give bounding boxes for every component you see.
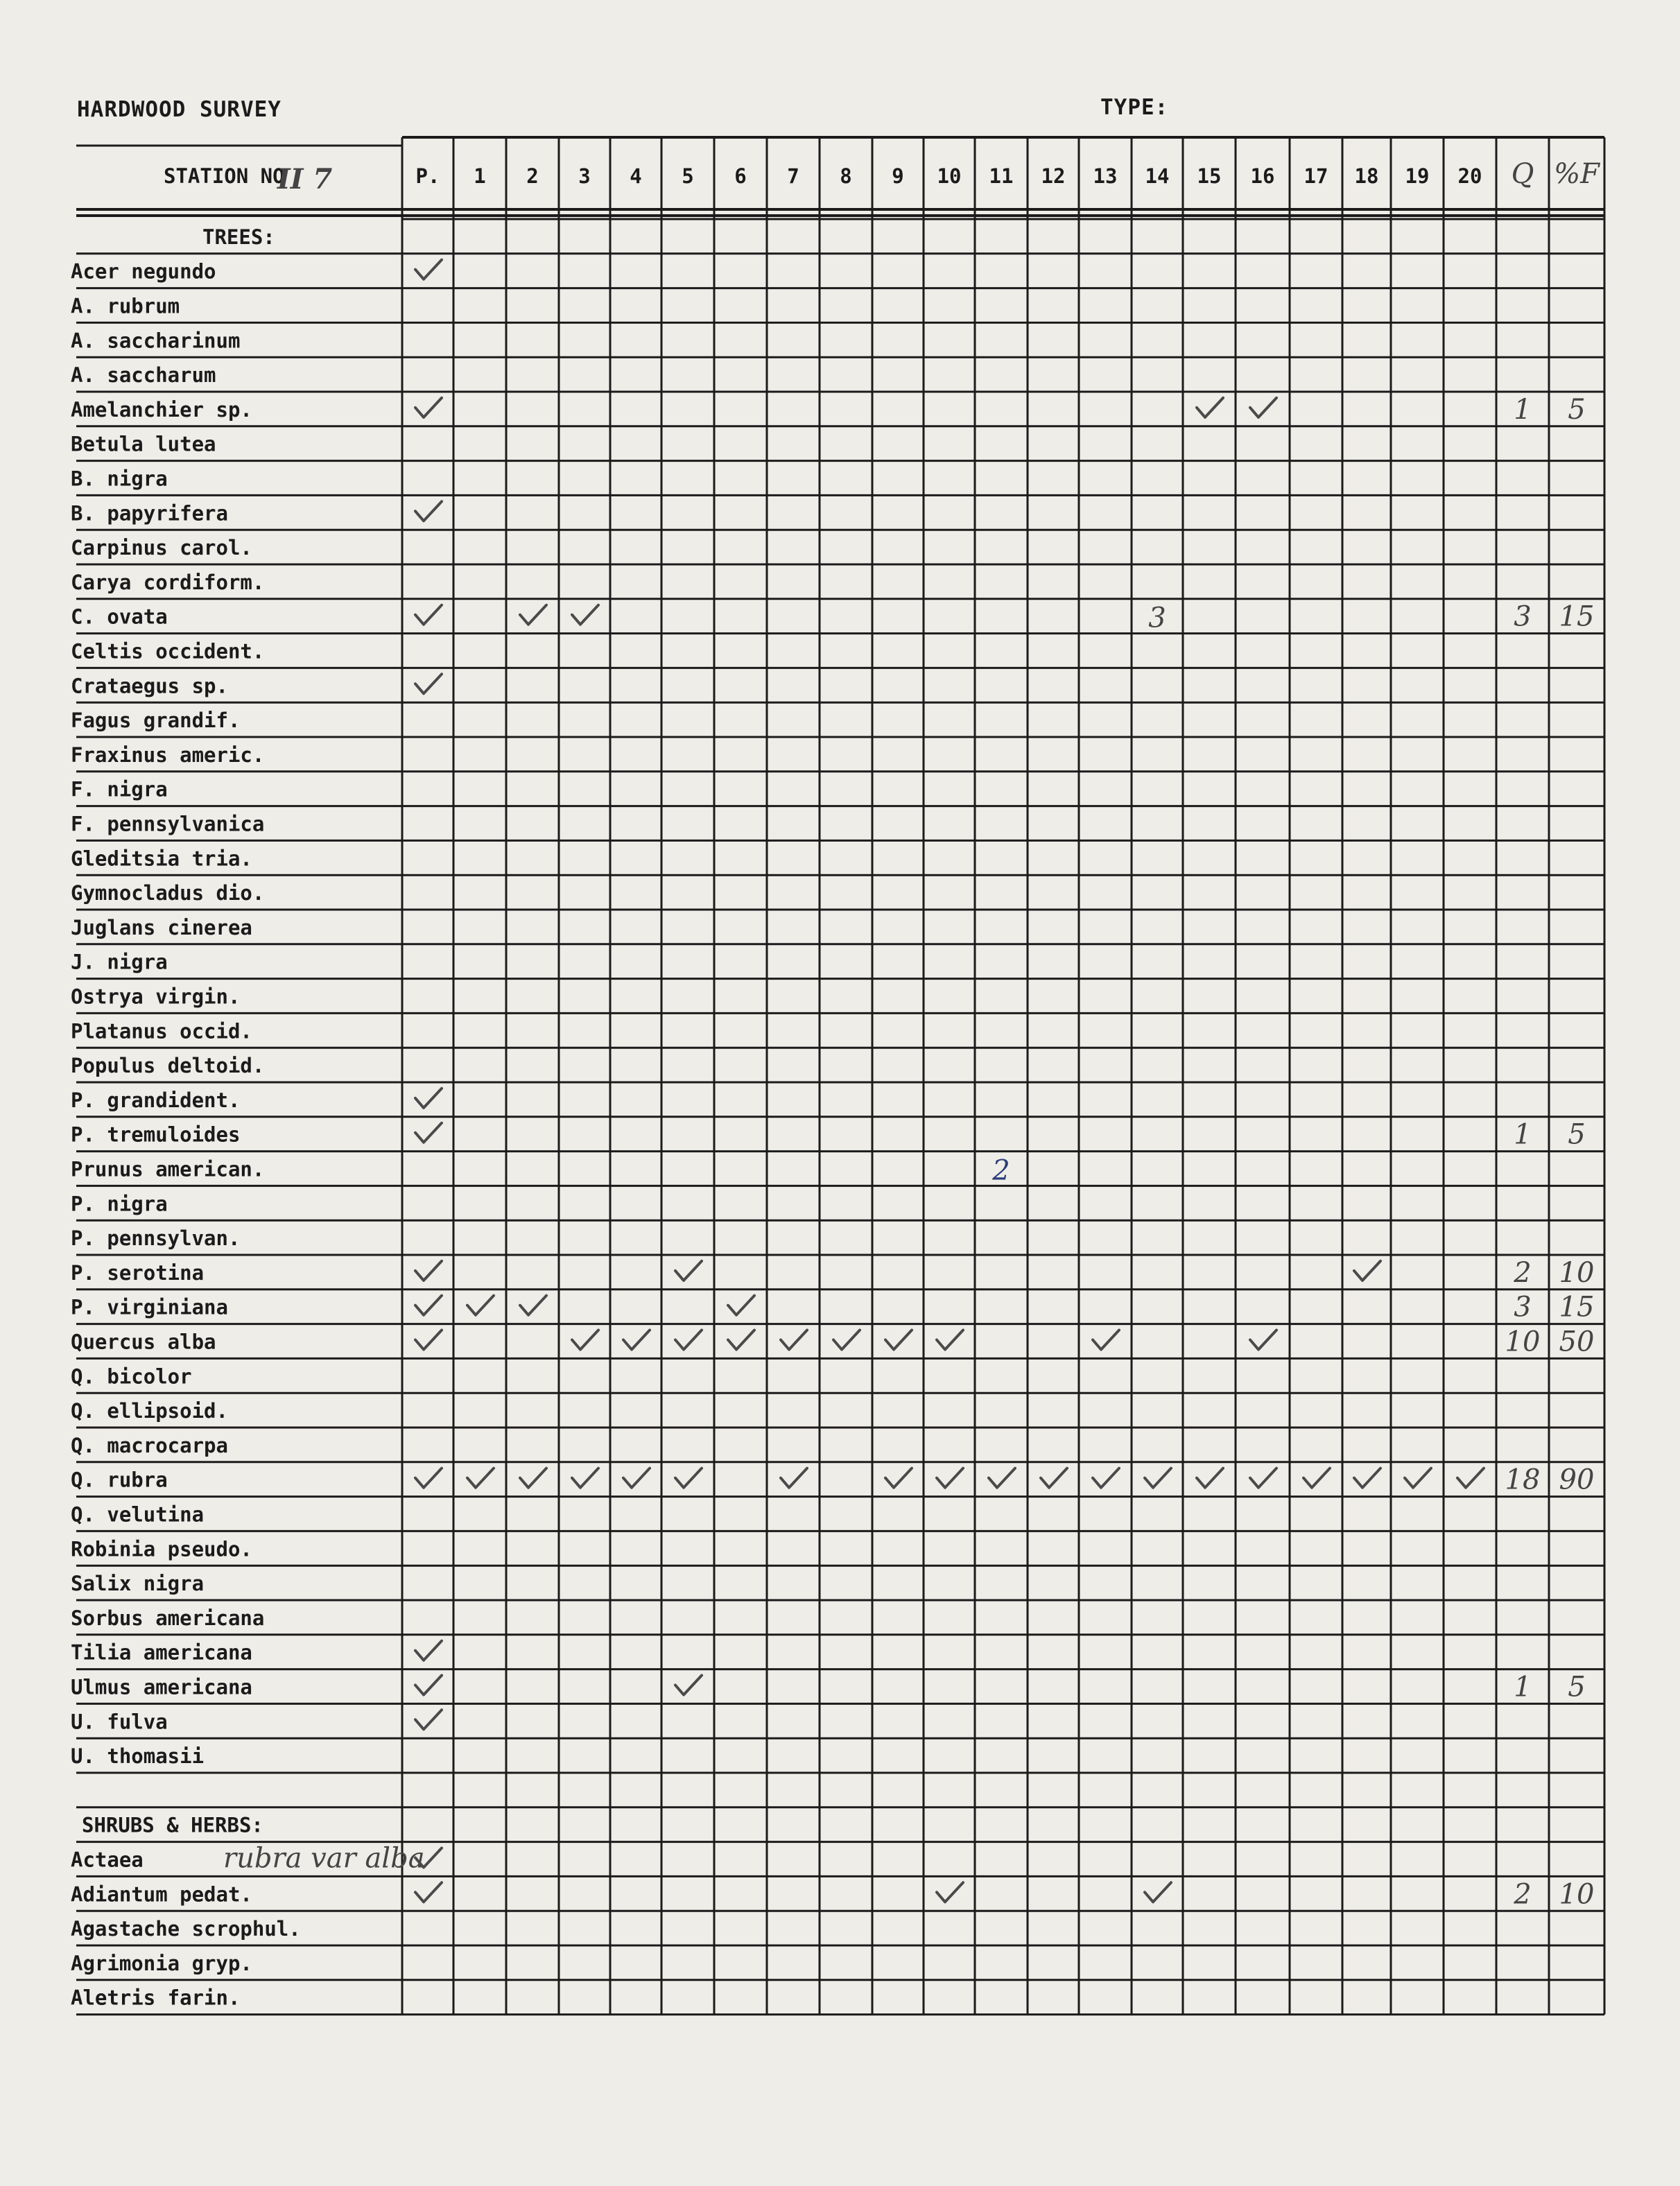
q-value: 2 — [1514, 1256, 1532, 1289]
check-mark — [415, 674, 442, 693]
column-header-19: 19 — [1405, 164, 1430, 188]
check-mark — [415, 1676, 442, 1695]
check-mark — [675, 1330, 702, 1350]
f-value: 5 — [1568, 1671, 1586, 1703]
column-header-11: 11 — [989, 164, 1014, 188]
check-mark — [415, 1882, 442, 1902]
cell-tally: 3 — [1148, 602, 1166, 634]
check-mark — [623, 1330, 650, 1350]
q-value: 1 — [1514, 393, 1532, 426]
check-mark — [572, 605, 598, 625]
species-label: P. virginiana — [71, 1295, 228, 1319]
column-header-10: 10 — [937, 164, 962, 188]
species-label: Crataegus sp. — [71, 674, 228, 698]
cell-tally: 2 — [992, 1154, 1010, 1187]
column-header-P: P. — [415, 164, 440, 188]
column-header-17: 17 — [1304, 164, 1328, 188]
species-label: B. nigra — [71, 467, 168, 491]
check-mark — [1145, 1468, 1171, 1488]
species-label: Q. macrocarpa — [71, 1433, 228, 1457]
column-header-6: 6 — [734, 164, 747, 188]
species-label: C. ovata — [71, 605, 168, 629]
species-label: Q. rubra — [71, 1468, 168, 1492]
column-header-3: 3 — [578, 164, 591, 188]
f-value: 15 — [1559, 600, 1595, 633]
species-label: P. tremuloides — [71, 1122, 241, 1147]
q-value: 18 — [1505, 1464, 1541, 1496]
species-label: Gleditsia tria. — [71, 847, 252, 871]
f-value: 50 — [1559, 1326, 1595, 1358]
check-mark — [415, 1330, 442, 1350]
section-heading: SHRUBS & HERBS: — [82, 1813, 263, 1837]
column-header-4: 4 — [630, 164, 642, 188]
check-mark — [1145, 1882, 1171, 1902]
check-mark — [675, 1468, 702, 1488]
species-label: Fraxinus americ. — [71, 743, 265, 767]
check-mark — [415, 1296, 442, 1315]
column-header-Q: Q — [1511, 158, 1534, 190]
check-mark — [728, 1330, 754, 1350]
check-mark — [675, 1676, 702, 1695]
check-mark — [1093, 1468, 1119, 1488]
species-label: P. grandident. — [71, 1088, 241, 1112]
check-mark — [415, 1088, 442, 1108]
check-mark — [1041, 1468, 1067, 1488]
species-label: Salix nigra — [71, 1572, 205, 1596]
f-value: 10 — [1559, 1878, 1595, 1911]
species-label: U. fulva — [71, 1710, 168, 1734]
check-mark — [1197, 398, 1223, 417]
check-mark — [937, 1468, 963, 1488]
f-value: 5 — [1568, 1118, 1586, 1151]
check-mark — [467, 1296, 494, 1315]
check-mark — [1197, 1468, 1223, 1488]
species-label: Ulmus americana — [71, 1675, 252, 1699]
check-mark — [520, 1296, 546, 1315]
section-heading: TREES: — [202, 225, 275, 249]
species-label: Quercus alba — [71, 1330, 216, 1354]
species-label: A. rubrum — [71, 294, 180, 318]
check-mark — [1250, 1330, 1276, 1350]
species-label: Carya cordiform. — [71, 570, 265, 594]
species-label: Populus deltoid. — [71, 1054, 265, 1078]
f-value: 90 — [1559, 1464, 1595, 1496]
species-label: Acer negundo — [71, 259, 216, 284]
check-mark — [623, 1468, 650, 1488]
species-label: Tilia americana — [71, 1640, 252, 1665]
check-mark — [833, 1330, 860, 1350]
check-mark — [989, 1468, 1015, 1488]
species-label: Robinia pseudo. — [71, 1537, 252, 1561]
q-value: 1 — [1514, 1671, 1532, 1703]
species-label: Gymnocladus dio. — [71, 881, 265, 905]
handwritten-note: rubra var alba — [223, 1842, 425, 1875]
check-mark — [415, 1710, 442, 1729]
species-label: P. pennsylvan. — [71, 1226, 241, 1251]
check-mark — [415, 1123, 442, 1143]
check-mark — [415, 1468, 442, 1488]
column-header-16: 16 — [1250, 164, 1275, 188]
f-value: 10 — [1559, 1256, 1595, 1289]
check-mark — [1354, 1261, 1380, 1281]
check-mark — [937, 1330, 963, 1350]
column-header-12: 12 — [1041, 164, 1066, 188]
species-label: P. nigra — [71, 1192, 168, 1216]
column-header-15: 15 — [1197, 164, 1222, 188]
check-mark — [781, 1330, 807, 1350]
column-header-18: 18 — [1354, 164, 1379, 188]
column-header-8: 8 — [840, 164, 852, 188]
species-label: Actaea — [71, 1848, 144, 1872]
column-header-20: 20 — [1457, 164, 1482, 188]
species-label: Q. velutina — [71, 1502, 205, 1527]
check-mark — [1457, 1468, 1484, 1488]
species-label: F. pennsylvanica — [71, 812, 265, 836]
check-mark — [467, 1468, 494, 1488]
species-label: Platanus occid. — [71, 1019, 252, 1043]
check-mark — [415, 1261, 442, 1281]
check-mark — [1354, 1468, 1380, 1488]
species-label: Aletris farin. — [71, 1986, 241, 2010]
q-value: 2 — [1514, 1878, 1532, 1911]
column-header-1: 1 — [474, 164, 486, 188]
check-mark — [675, 1261, 702, 1281]
species-label: A. saccharum — [71, 363, 216, 388]
species-label: Betula lutea — [71, 432, 216, 456]
type-label: TYPE: — [1100, 95, 1169, 120]
species-label: Juglans cinerea — [71, 915, 252, 939]
check-mark — [415, 1641, 442, 1660]
column-header-2: 2 — [526, 164, 539, 188]
q-value: 10 — [1505, 1326, 1541, 1358]
column-header-7: 7 — [787, 164, 799, 188]
species-label: Q. bicolor — [71, 1364, 192, 1389]
q-value: 3 — [1514, 1291, 1532, 1324]
column-header-14: 14 — [1145, 164, 1170, 188]
station-number: II 7 — [277, 163, 333, 196]
species-label: F. nigra — [71, 777, 168, 801]
f-value: 15 — [1559, 1291, 1595, 1324]
form-title: HARDWOOD SURVEY — [77, 97, 282, 122]
column-header-13: 13 — [1093, 164, 1118, 188]
species-label: Celtis occident. — [71, 639, 265, 663]
check-mark — [520, 605, 546, 625]
check-mark — [1304, 1468, 1330, 1488]
species-label: Carpinus carol. — [71, 536, 252, 560]
column-header-pctF: %F — [1554, 158, 1600, 190]
station-label: STATION NO — [164, 164, 285, 188]
check-mark — [885, 1330, 912, 1350]
check-mark — [1250, 398, 1276, 417]
species-label: J. nigra — [71, 950, 168, 974]
check-mark — [520, 1468, 546, 1488]
check-mark — [572, 1468, 598, 1488]
check-mark — [415, 260, 442, 279]
species-label: Fagus grandif. — [71, 709, 241, 733]
column-header-9: 9 — [892, 164, 904, 188]
species-label: Ostrya virgin. — [71, 984, 241, 1009]
q-value: 1 — [1514, 1118, 1532, 1151]
species-label: P. serotina — [71, 1260, 205, 1285]
species-label: Prunus american. — [71, 1157, 265, 1181]
column-header-5: 5 — [682, 164, 694, 188]
check-mark — [781, 1468, 807, 1488]
check-mark — [1405, 1468, 1431, 1488]
f-value: 5 — [1568, 393, 1586, 426]
check-mark — [415, 605, 442, 625]
species-label: Amelanchier sp. — [71, 397, 252, 422]
species-label: Agastache scrophul. — [71, 1917, 301, 1941]
species-label: Q. ellipsoid. — [71, 1399, 228, 1423]
species-label: A. saccharinum — [71, 329, 241, 353]
species-label: Sorbus americana — [71, 1606, 265, 1630]
check-mark — [885, 1468, 912, 1488]
check-mark — [415, 501, 442, 521]
species-label: Adiantum pedat. — [71, 1882, 252, 1907]
check-mark — [1250, 1468, 1276, 1488]
check-mark — [937, 1882, 963, 1902]
q-value: 3 — [1514, 600, 1532, 633]
species-label: B. papyrifera — [71, 501, 228, 526]
check-mark — [415, 398, 442, 417]
check-mark — [1093, 1330, 1119, 1350]
check-mark — [572, 1330, 598, 1350]
species-label: U. thomasii — [71, 1744, 205, 1769]
check-mark — [728, 1296, 754, 1315]
species-label: Agrimonia gryp. — [71, 1951, 252, 1975]
